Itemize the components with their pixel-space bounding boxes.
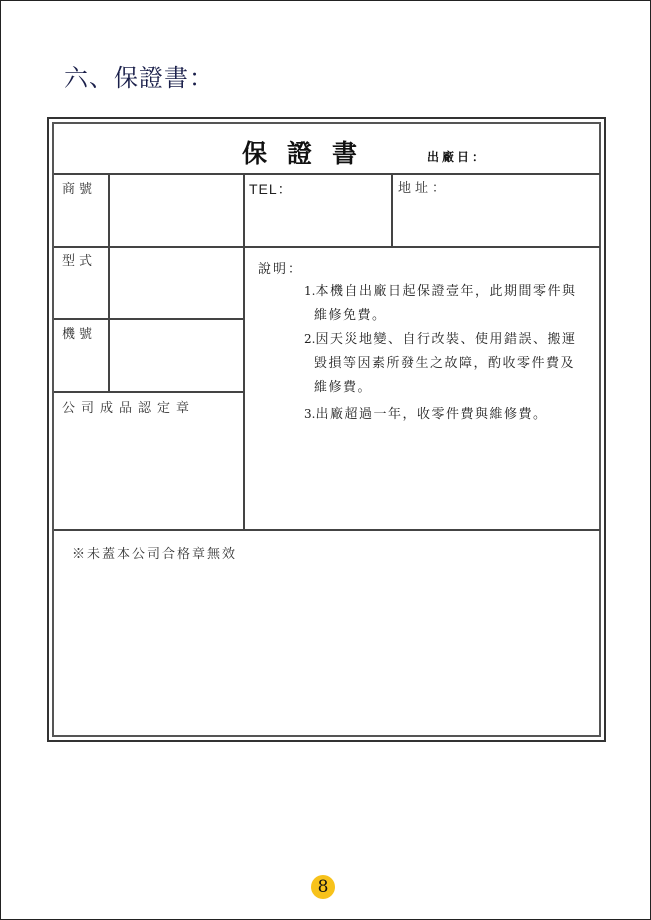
qualification-stamp-area[interactable] xyxy=(56,533,599,735)
ship-date-label: 出廠日： xyxy=(427,150,488,164)
divider-label-col xyxy=(108,174,110,392)
section-heading: 六、保證書： xyxy=(64,64,214,92)
divider-below-model xyxy=(54,318,244,320)
notes-title: 說明： xyxy=(258,262,304,277)
divider-tel-address xyxy=(391,174,393,247)
serial-label: 機號 xyxy=(62,327,97,342)
divider-below-serial xyxy=(54,391,244,393)
divider-above-footer xyxy=(54,529,600,531)
model-field[interactable] xyxy=(111,249,242,317)
tel-label: TEL： xyxy=(249,181,293,197)
footer-note: ※未蓋本公司合格章無效 xyxy=(72,547,238,562)
store-name-label: 商號 xyxy=(62,182,97,197)
address-label: 地址： xyxy=(398,181,450,196)
model-label: 型式 xyxy=(62,254,97,269)
note-item-2: 2.因天災地變、自行改裝、使用錯誤、搬運 毀損等因素所發生之故障，酌收零件費及 維修費。 xyxy=(304,332,577,395)
company-stamp-area[interactable] xyxy=(56,394,242,528)
company-stamp-label: 公司成品認定章 xyxy=(62,401,196,416)
note-item-3: 3.出廠超過一年，收零件費與維修費。 xyxy=(304,407,548,422)
divider-left-right xyxy=(243,174,245,530)
divider-below-title xyxy=(54,173,600,175)
address-field[interactable] xyxy=(394,176,599,245)
store-name-field[interactable] xyxy=(111,176,242,245)
tel-field[interactable] xyxy=(246,176,390,245)
page-number-badge: 8 xyxy=(311,875,335,899)
note-item-1: 1.本機自出廠日起保證壹年，此期間零件與 維修免費。 xyxy=(304,284,577,323)
divider-below-store-row xyxy=(54,246,600,248)
serial-field[interactable] xyxy=(111,321,242,390)
form-title: 保證書 xyxy=(242,139,378,168)
